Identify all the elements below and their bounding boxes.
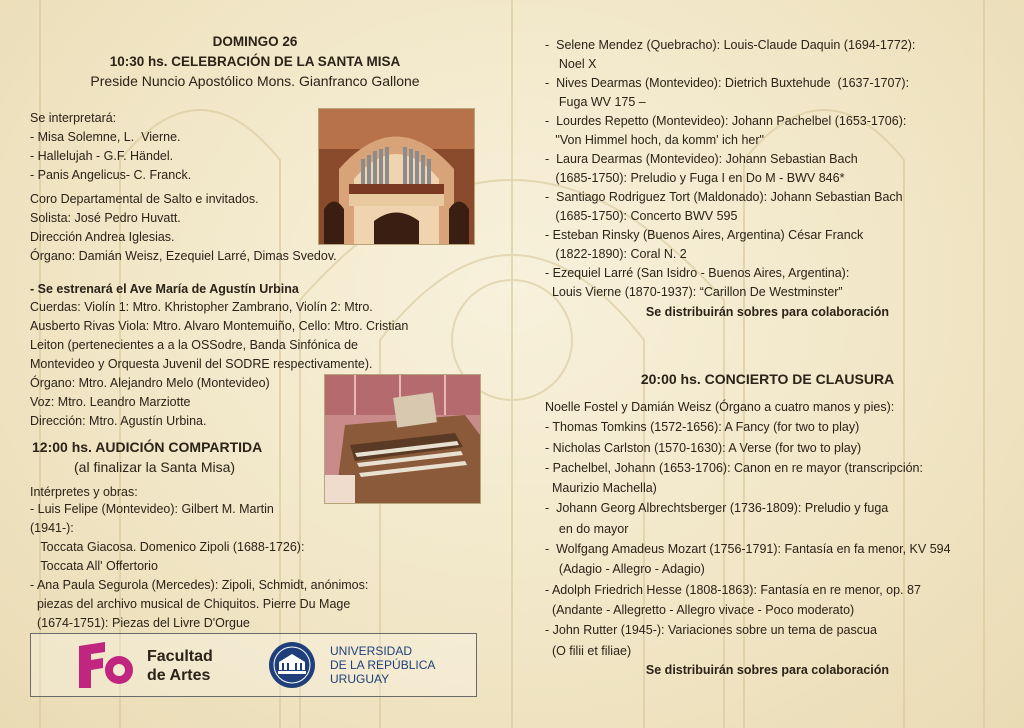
list-item: en do mayor xyxy=(545,521,629,536)
audition-list-continued xyxy=(545,36,990,302)
university-line-3: URUGUAY xyxy=(330,672,390,686)
church-organ-photo xyxy=(318,108,475,245)
list-item: Montevideo y Orquesta Juvenil del SODRE respectivamente). xyxy=(30,357,373,371)
list-item: - Johann Georg Albrechtsberger (1736-1809): Preludio y fuga xyxy=(545,501,889,516)
list-item: Toccata All' Offertorio xyxy=(30,559,158,573)
list-item: - Wolfgang Amadeus Mozart (1756-1791): Fantasía en fa menor, KV 594 xyxy=(545,542,951,557)
list-item: - Nicholas Carlston (1570-1630): A Verse (for two to play) xyxy=(545,440,862,455)
list-item: Coro Departamental de Salto e invitados. xyxy=(30,192,259,206)
audition-title: 12:00 hs. AUDICIÓN COMPARTIDA xyxy=(32,439,263,455)
faculty-logo-icon xyxy=(75,640,139,690)
list-item: (Adagio - Allegro - Adagio) xyxy=(545,562,705,577)
faculty-line-2: de Artes xyxy=(147,667,211,684)
list-item: Noel X xyxy=(545,57,597,71)
list-item: - Nives Dearmas (Montevideo): Dietrich Buxtehude (1637-1707): xyxy=(545,76,910,90)
list-item: - Misa Solemne, L. Vierne. xyxy=(30,130,181,144)
performers-intro: Intérpretes y obras: xyxy=(30,485,138,499)
list-item: - John Rutter (1945-): Variaciones sobre un tema de pascua xyxy=(545,623,877,638)
list-item: - Esteban Rinsky (Buenos Aires, Argentina) César Franck xyxy=(545,228,864,242)
list-item: Cuerdas: Violín 1: Mtro. Khristopher Zambrano, Violín 2: Mtro. xyxy=(30,300,373,314)
list-item: (1941-): xyxy=(30,521,74,535)
list-item: Órgano: Damián Weisz, Ezequiel Larré, Dimas Svedov. xyxy=(30,249,337,263)
closing-title: 20:00 hs. CONCIERTO DE CLAUSURA xyxy=(640,371,895,387)
list-item: Ausberto Rivas Viola: Mtro. Alvaro Montemuiño, Cello: Mtro. Cristian xyxy=(30,319,409,333)
list-item: - Lourdes Repetto (Montevideo): Johann Pachelbel (1653-1706): xyxy=(545,114,907,128)
list-item: Toccata Giacosa. Domenico Zipoli (1688-1726): xyxy=(30,540,305,554)
list-item: Maurizio Machella) xyxy=(545,481,657,496)
university-line-1: UNIVERSIDAD xyxy=(330,644,413,658)
list-item: (1685-1750): Concerto BWV 595 xyxy=(545,209,738,223)
faculty-name xyxy=(147,647,213,685)
heading-day: DOMINGO 26 xyxy=(212,34,298,49)
list-item: Dirección Andrea Iglesias. xyxy=(30,230,175,244)
audition-subtitle: (al finalizar la Santa Misa) xyxy=(74,459,236,475)
university-seal-icon xyxy=(267,640,317,690)
list-item: - Thomas Tomkins (1572-1656): A Fancy (for two to play) xyxy=(545,420,860,435)
list-item: (O filii et filiae) xyxy=(545,643,632,658)
list-item: - Panis Angelicus- C. Franck. xyxy=(30,168,192,182)
collection-note-2: Se distribuirán sobres para colaboración xyxy=(645,663,890,677)
list-item: - Hallelujah - G.F. Händel. xyxy=(30,149,174,163)
collection-note-1: Se distribuirán sobres para colaboración xyxy=(645,305,890,319)
university-line-2: DE LA REPÚBLICA xyxy=(330,658,436,672)
list-item: piezas del archivo musical de Chiquitos. Pierre Du Mage xyxy=(30,597,351,611)
pieces-list xyxy=(30,128,191,185)
list-item: - Laura Dearmas (Montevideo): Johann Sebastian Bach xyxy=(545,152,858,166)
list-item: - Ezequiel Larré (San Isidro - Buenos Aires, Argentina): xyxy=(545,266,850,280)
list-item: (Andante - Allegretto - Allegro vivace - Poco moderato) xyxy=(545,602,855,617)
list-item: Noelle Fostel y Damián Weisz (Órgano a cuatro manos y pies): xyxy=(545,400,895,414)
performers-list xyxy=(30,500,480,633)
list-item: Órgano: Mtro. Alejandro Melo (Montevideo) xyxy=(30,376,270,390)
closing-list xyxy=(545,397,995,661)
organ-console-photo xyxy=(324,374,481,504)
list-item: "Von Himmel hoch, da komm' ich her" xyxy=(545,133,764,147)
ave-maria-title: - Se estrenará el Ave María de Agustín Urbina xyxy=(30,282,299,296)
list-item: Leiton (pertenecientes a a la OSSodre, Banda Sinfónica de xyxy=(30,338,358,352)
credits-list xyxy=(30,190,337,266)
list-item: Solista: José Pedro Huvatt. xyxy=(30,211,181,225)
list-item: Dirección: Mtro. Agustín Urbina. xyxy=(30,414,207,428)
list-item: - Santiago Rodriguez Tort (Maldonado): Johann Sebastian Bach xyxy=(545,190,903,204)
list-item: Voz: Mtro. Leandro Marziotte xyxy=(30,395,191,409)
list-item: - Adolph Friedrich Hesse (1808-1863): Fantasía en re menor, op. 87 xyxy=(545,582,921,597)
logos-box xyxy=(30,633,477,697)
list-item: Fuga WV 175 – xyxy=(545,95,646,109)
faculty-line-1: Facultad xyxy=(147,648,213,665)
presider-line: Preside Nuncio Apostólico Mons. Gianfranco Gallone xyxy=(90,73,420,89)
list-item: Louis Vierne (1870-1937): “Carillon De Westminster” xyxy=(545,285,843,299)
list-item: - Ana Paula Segurola (Mercedes): Zipoli, Schmidt, anónimos: xyxy=(30,578,369,592)
list-item: - Selene Mendez (Quebracho): Louis-Claude Daquin (1694-1772): xyxy=(545,38,916,52)
intro-text: Se interpretará: xyxy=(30,111,117,125)
list-item: (1822-1890): Coral N. 2 xyxy=(545,247,687,261)
list-item: (1674-1751): Piezas del Livre D'Orgue xyxy=(30,616,250,630)
university-name xyxy=(330,644,435,686)
list-item: (1685-1750): Preludio y Fuga I en Do M - BWV 846* xyxy=(545,171,845,185)
heading-mass: 10:30 hs. CELEBRACIÓN DE LA SANTA MISA xyxy=(109,54,401,69)
list-item: - Luis Felipe (Montevideo): Gilbert M. Martin xyxy=(30,502,274,516)
list-item: - Pachelbel, Johann (1653-1706): Canon en re mayor (transcripción: xyxy=(545,460,923,475)
